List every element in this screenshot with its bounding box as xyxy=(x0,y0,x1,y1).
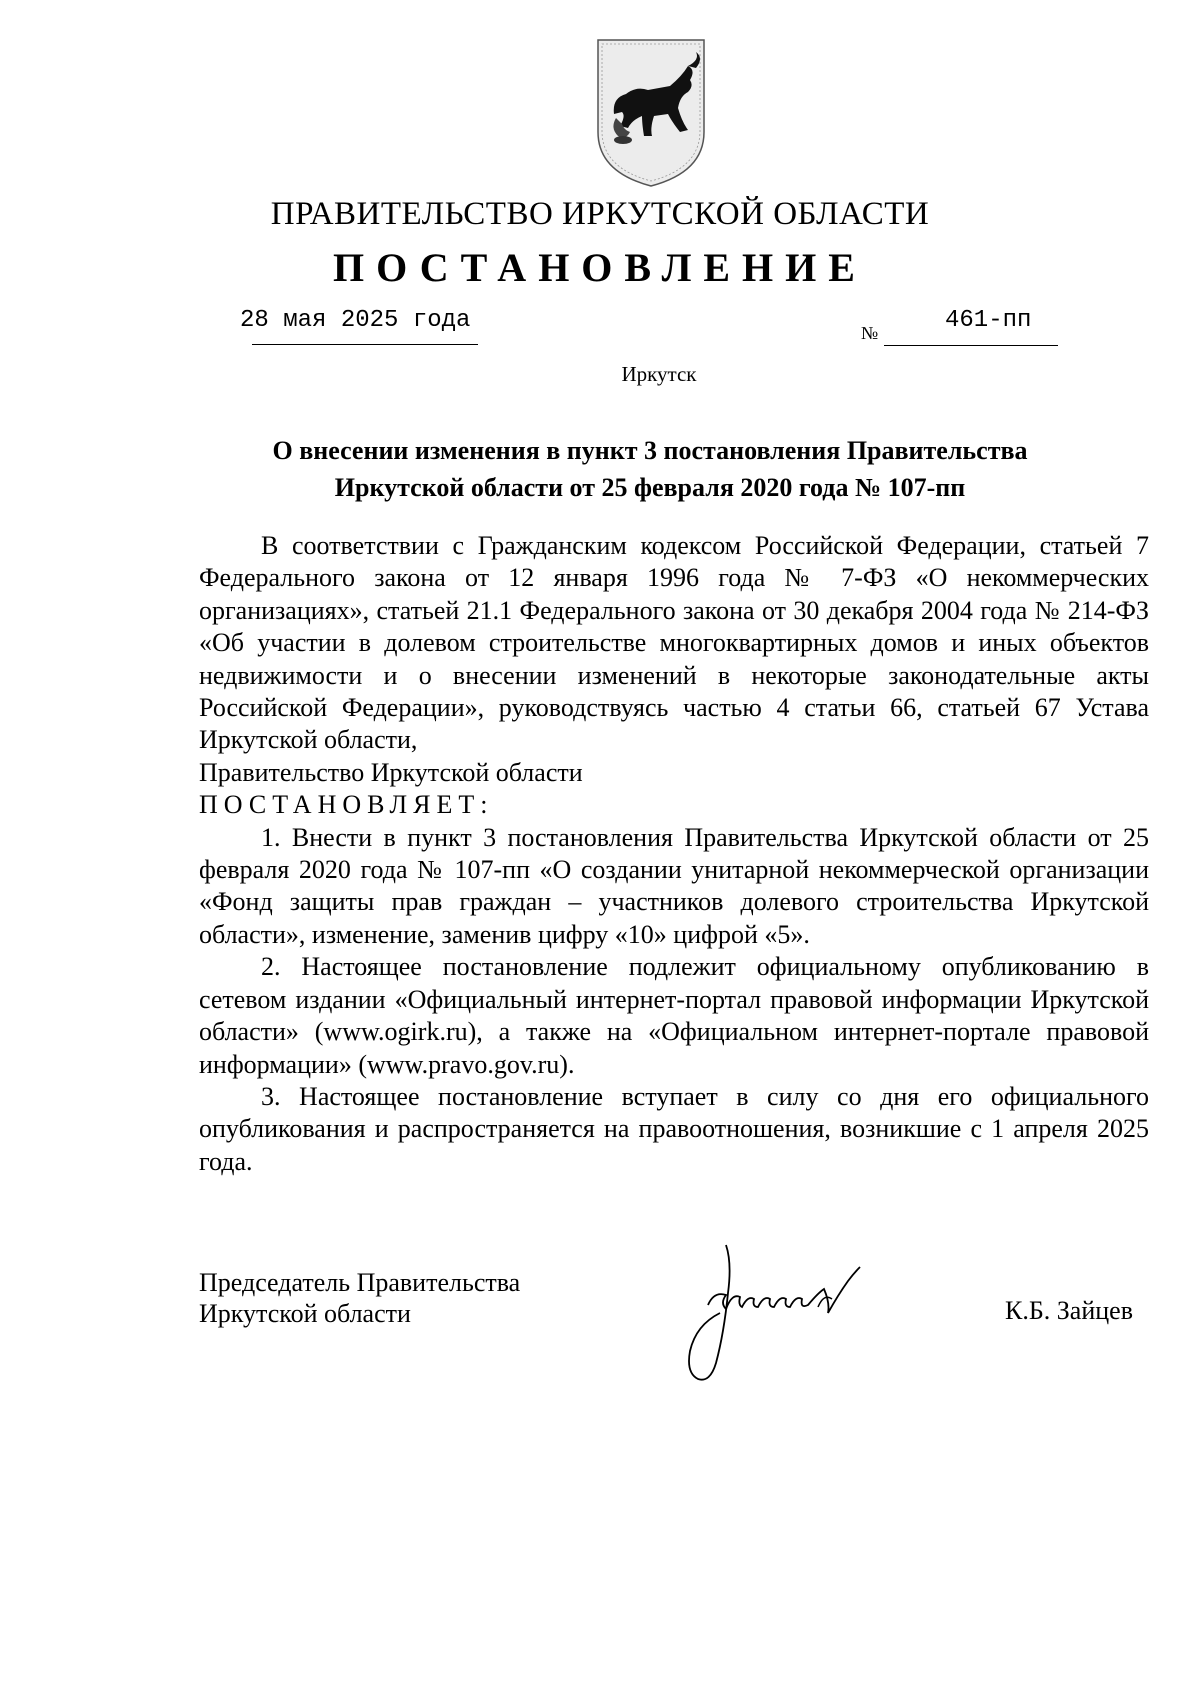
item-paragraph-1: 1. Внести в пункт 3 постановления Правительства Иркутской области от 25 февраля 2020 года № 107-пп «О создании унитарной некоммерческой организации «Фонд защиты прав граждан – участников долевого строительства Иркутской области», изменение, заменив цифру «10» цифрой «5». xyxy=(199,822,1149,949)
title-line-2: Иркутской области от 25 февраля 2020 года № 107-пп xyxy=(334,473,966,502)
handwritten-signature xyxy=(668,1233,918,1388)
preamble-end: Правительство Иркутской области xyxy=(199,757,583,787)
document-number: 461-пп xyxy=(945,307,1032,334)
preamble-paragraph: В соответствии с Гражданским кодексом Российской Федерации, статьей 7 Федерального закона от 12 января 1996 года № 7-ФЗ «О некоммерческих организациях», статьей 21.1 Федерального закона от 30 декабря 2004 года № 214-ФЗ «Об участии в долевом строительстве многоквартирных домов и иных объектов недвижимости и о внесении изменений в некоторые законодательные акты Российской Федерации», руководствуясь частью 4 статьи 66, статьей 67 Устава Иркутской области, xyxy=(199,531,1149,755)
document-date: 28 мая 2025 года xyxy=(240,307,471,334)
document-type: ПОСТАНОВЛЕНИЕ xyxy=(333,245,867,290)
item-paragraph-3: 3. Настоящее постановление вступает в силу со дня его официального опубликования и распространяется на правоотношения, возникшие с 1 апреля 2025 года. xyxy=(199,1081,1149,1176)
signatory-position xyxy=(199,1267,520,1329)
coat-of-arms-icon xyxy=(592,36,710,188)
signatory-name: К.Б. Зайцев xyxy=(1005,1296,1133,1325)
number-sign: № xyxy=(861,323,879,343)
position-line-2: Иркутской области xyxy=(199,1299,411,1328)
position-line-1: Председатель Правительства xyxy=(199,1268,521,1297)
number-underline xyxy=(884,345,1058,346)
decree-word: ПОСТАНОВЛЯЕТ: xyxy=(199,790,494,820)
date-underline xyxy=(252,344,478,345)
document-city: Иркутск xyxy=(621,362,697,386)
title-line-1: О внесении изменения в пункт 3 постановления Правительства xyxy=(272,436,1028,465)
item-paragraph-2: 2. Настоящее постановление подлежит официальному опубликованию в сетевом издании «Официальный интернет-портал правовой информации Иркутской области» (www.ogirk.ru), а также на «Официальном интернет-портале правовой информации» (www.pravo.gov.ru). xyxy=(199,952,1149,1079)
government-name: ПРАВИТЕЛЬСТВО ИРКУТСКОЙ ОБЛАСТИ xyxy=(270,196,930,232)
document-title xyxy=(200,432,1100,506)
document-body xyxy=(199,530,1149,1178)
